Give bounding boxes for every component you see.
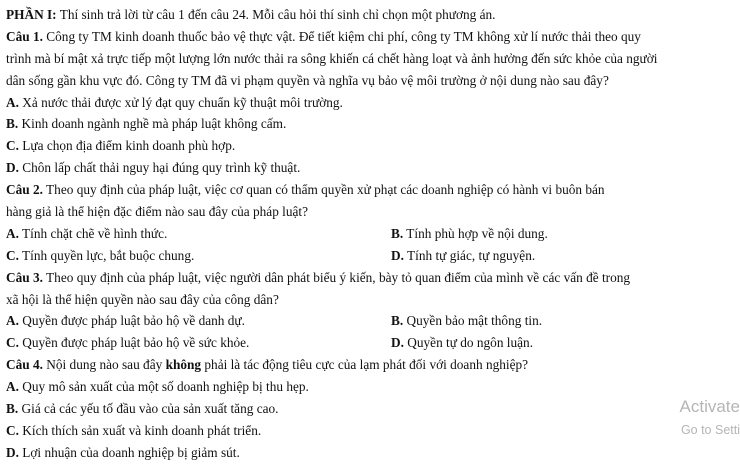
question-3-stem-2: xã hội là thể hiện quyền nào sau đây của công dân?	[6, 291, 279, 307]
option-key: C.	[6, 138, 19, 154]
question-2-stem-1: Theo quy định của pháp luật, việc cơ quan có thẩm quyền xử phạt các doanh nghiệp có hành vi buôn bán	[46, 182, 605, 198]
question-4-option-b[interactable]	[6, 398, 734, 420]
option-key: D.	[6, 160, 19, 176]
option-text: Quyền bảo mật thông tin.	[406, 313, 543, 329]
question-4-stem-pre: Nội dung nào sau đây	[46, 357, 163, 373]
question-4-option-d[interactable]	[6, 442, 734, 464]
question-2-options-row-1	[6, 223, 734, 245]
option-key: A.	[6, 225, 19, 241]
question-3-options-row-2	[6, 332, 734, 354]
option-text: Kinh doanh ngành nghề mà pháp luật không cấm.	[21, 116, 287, 132]
question-4-stem-post: phải là tác động tiêu cực của lạm phát đối với doanh nghiệp?	[204, 357, 529, 373]
activation-watermark-title: Activate	[679, 397, 740, 416]
option-key: A.	[6, 379, 19, 395]
question-3-option-d[interactable]	[391, 332, 734, 354]
question-3-option-b[interactable]	[391, 310, 734, 332]
question-3-option-c[interactable]	[6, 332, 391, 354]
question-3-stem-1: Theo quy định của pháp luật, việc người dân phát biểu ý kiến, bày tỏ quan điểm của mình về các vấn đề trong	[46, 269, 631, 285]
option-key: B.	[6, 116, 19, 132]
option-text: Chôn lấp chất thải nguy hại đúng quy trình kỹ thuật.	[22, 160, 301, 176]
question-2-label: Câu 2.	[6, 182, 43, 198]
option-text: Xả nước thải được xử lý đạt quy chuẩn kỹ thuật môi trường.	[22, 94, 343, 110]
question-1-option-b[interactable]	[6, 113, 734, 135]
question-3-label: Câu 3.	[6, 269, 43, 285]
question-2-options-row-2	[6, 245, 734, 267]
option-key: C.	[6, 335, 19, 351]
option-key: B.	[391, 313, 404, 329]
question-3-option-a[interactable]	[6, 310, 391, 332]
question-1-option-c[interactable]	[6, 135, 734, 157]
question-2-line-1	[6, 179, 734, 201]
question-1-label: Câu 1.	[6, 28, 43, 44]
question-1-line-1	[6, 26, 734, 48]
option-text: Tính quyền lực, bắt buộc chung.	[22, 247, 195, 263]
section-heading: PHẦN I:	[6, 7, 57, 22]
option-text: Lựa chọn địa điểm kinh doanh phù hợp.	[22, 138, 236, 154]
option-key: D.	[6, 444, 19, 460]
option-text: Giá cả các yếu tố đầu vào của sản xuất tăng cao.	[21, 401, 279, 417]
section-instruction: Thí sinh trả lời từ câu 1 đến câu 24. Mỗi câu hỏi thí sinh chỉ chọn một phương án.	[59, 7, 496, 22]
question-2-option-b[interactable]	[391, 223, 734, 245]
option-text: Tính phù hợp về nội dung.	[406, 225, 548, 241]
option-key: C.	[6, 422, 19, 438]
activation-watermark-subtitle: Go to Setti	[680, 423, 740, 437]
option-key: A.	[6, 94, 19, 110]
option-key: D.	[391, 335, 404, 351]
option-text: Tính tự giác, tự nguyện.	[407, 247, 536, 263]
question-2-option-c[interactable]	[6, 245, 391, 267]
exam-page	[6, 4, 734, 464]
option-text: Quyền được pháp luật bảo hộ về sức khỏe.	[22, 335, 250, 351]
question-2-stem-2: hàng giả là thể hiện đặc điểm nào sau đây của pháp luật?	[6, 204, 309, 220]
option-text: Quyền tự do ngôn luận.	[407, 335, 534, 351]
question-4-label: Câu 4.	[6, 357, 43, 373]
question-3-line-1	[6, 267, 734, 289]
option-key: A.	[6, 313, 19, 329]
question-1-option-d[interactable]	[6, 157, 734, 179]
option-key: B.	[6, 401, 19, 417]
question-4-option-a[interactable]	[6, 376, 734, 398]
question-4-stem-emphasis: không	[165, 357, 202, 373]
question-2-option-d[interactable]	[391, 245, 734, 267]
section-header	[6, 4, 734, 26]
question-4-option-c[interactable]	[6, 420, 734, 442]
option-text: Lợi nhuận của doanh nghiệp bị giảm sút.	[22, 444, 240, 460]
question-1-stem-3: dân sống gần khu vực đó. Công ty TM đã vi phạm quyền và nghĩa vụ bảo vệ môi trường ở nội dung nào sau đây?	[6, 72, 609, 88]
question-4-line-1	[6, 354, 734, 376]
option-text: Quyền được pháp luật bảo hộ về danh dự.	[22, 313, 245, 329]
question-1-option-a[interactable]	[6, 92, 734, 114]
option-text: Quy mô sản xuất của một số doanh nghiệp bị thu hẹp.	[22, 379, 309, 395]
option-text: Kích thích sản xuất và kinh doanh phát triển.	[22, 422, 262, 438]
option-key: D.	[391, 247, 404, 263]
option-text: Tính chặt chẽ về hình thức.	[22, 225, 168, 241]
option-key: C.	[6, 247, 19, 263]
question-1-stem-1: Công ty TM kinh doanh thuốc bảo vệ thực vật. Để tiết kiệm chi phí, công ty TM không xử lí nước thải theo quy	[46, 28, 641, 44]
option-key: B.	[391, 225, 404, 241]
question-2-option-a[interactable]	[6, 223, 391, 245]
question-3-options-row-1	[6, 310, 734, 332]
question-1-stem-2: trình mà bí mật xả trực tiếp một lượng lớn nước thải ra sông khiến cá chết hàng loạt và ảnh hưởng đến sức khỏe của người	[6, 50, 658, 66]
